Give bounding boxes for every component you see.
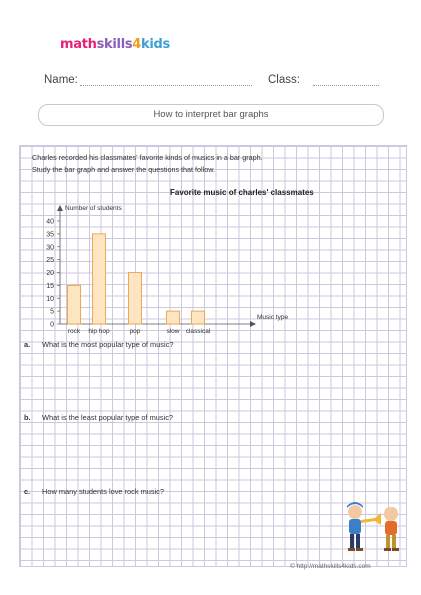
x-tick-label-rock: rock (67, 328, 81, 335)
name-field[interactable] (80, 85, 252, 86)
logo-part-kids: kids (141, 37, 170, 52)
question-c-letter: c. (24, 487, 31, 496)
class-label: Class: (268, 74, 300, 86)
x-tick-label-pop: pop (129, 328, 141, 335)
y-tick-label-5: 5 (50, 308, 54, 316)
question-b (24, 413, 173, 422)
bar-pop (129, 273, 142, 325)
name-label: Name: (44, 74, 78, 86)
bar-slow (167, 311, 180, 324)
bar-chart (30, 196, 289, 341)
y-axis-arrow (57, 205, 63, 211)
x-tick-label-slow: slow (166, 328, 180, 335)
bar-rock (68, 285, 81, 324)
y-tick-label-0: 0 (50, 321, 54, 329)
class-field[interactable] (313, 85, 379, 86)
site-logo (60, 37, 170, 52)
y-tick-label-20: 20 (46, 270, 54, 277)
y-tick-label-25: 25 (46, 257, 54, 265)
question-c (24, 487, 164, 496)
question-a (24, 340, 173, 349)
question-a-text: What is the most popular type of music? (42, 340, 174, 349)
y-tick-label-15: 15 (46, 282, 54, 290)
question-a-letter: a. (24, 340, 31, 349)
y-tick-label-10: 10 (46, 295, 54, 303)
x-axis-label: Music type (257, 314, 289, 321)
intro-line-2: Study the bar graph and answer the questions that follow. (32, 165, 215, 174)
logo-part-math: math (60, 37, 97, 52)
x-tick-label-classical: classical (185, 328, 211, 335)
question-b-letter: b. (24, 413, 31, 422)
y-tick-label-40: 40 (46, 218, 54, 226)
question-b-text: What is the least popular type of music? (42, 413, 174, 422)
bar-hip-hop (93, 234, 106, 324)
y-axis-label: Number of students (65, 205, 122, 212)
question-c-text: How many students love rock music? (42, 487, 164, 496)
bar-classical (192, 311, 205, 324)
logo-part-4: 4 (132, 37, 142, 52)
chart-title: Favorite music of charles' classmates (170, 188, 314, 197)
x-axis-arrow (250, 321, 256, 327)
intro-line-1: Charles recorded his classmates' favorite kinds of musics in a bar graph. (32, 153, 263, 162)
logo-part-skills: skills (96, 37, 133, 52)
x-tick-label-hip-hop: hip hop (88, 328, 110, 335)
y-tick-label-35: 35 (46, 231, 54, 239)
kids-trumpet-illustration (343, 498, 405, 556)
topic-title: How to interpret bar graphs (38, 104, 384, 126)
footer-credit: © http://mathskills4kids.com (290, 563, 371, 570)
intro-text (32, 152, 263, 176)
y-tick-label-30: 30 (46, 244, 54, 252)
